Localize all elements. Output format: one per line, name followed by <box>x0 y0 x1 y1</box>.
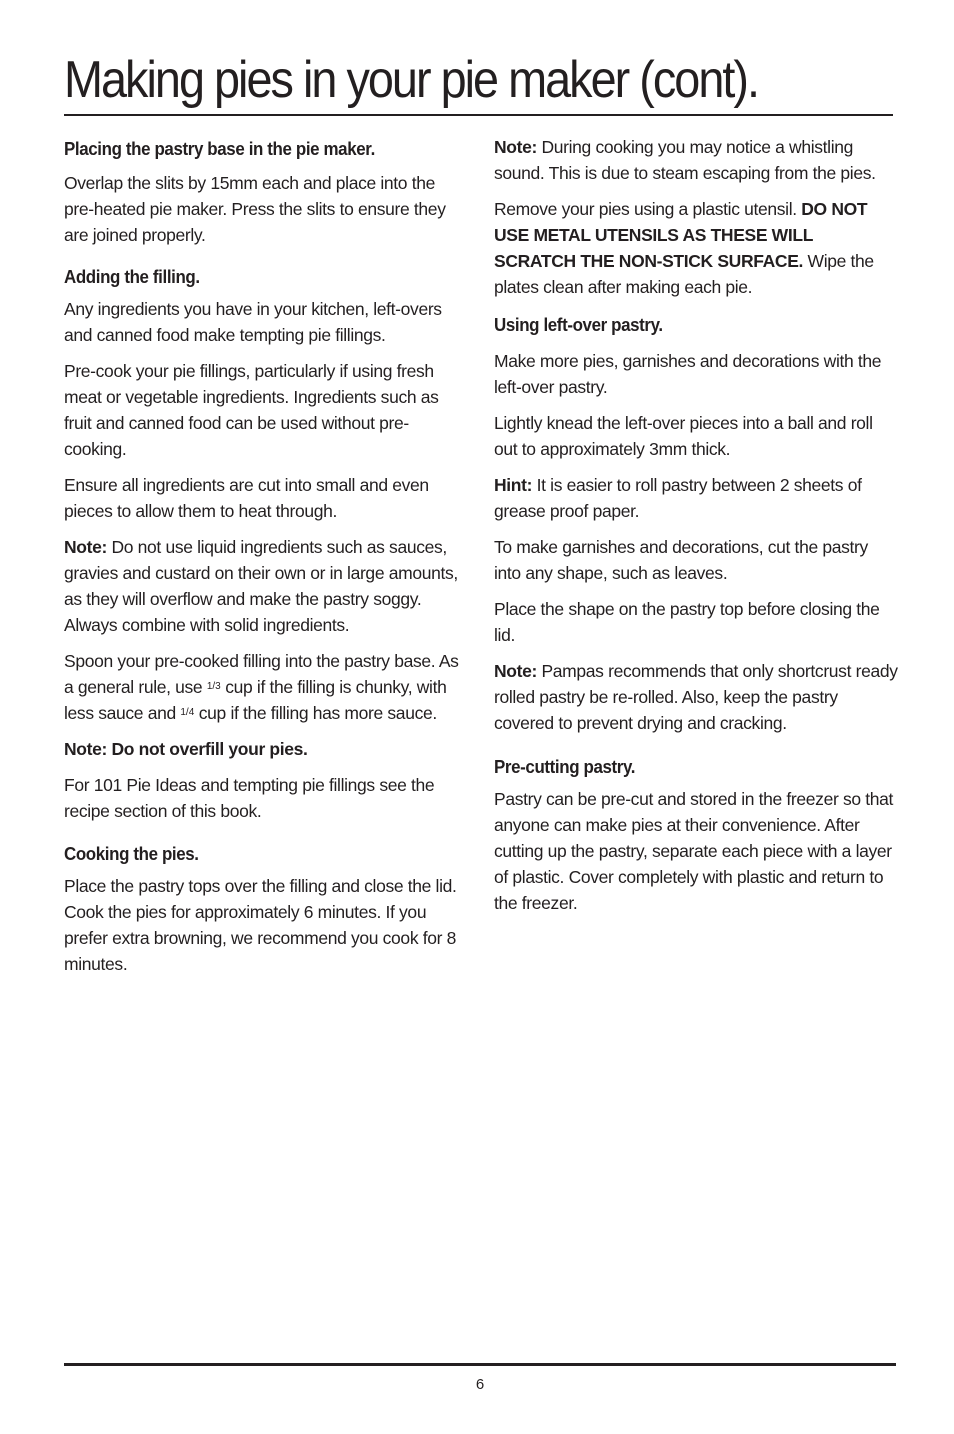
hint-label: Hint: <box>494 475 533 495</box>
adding-paragraph-2: Pre-cook your pie fillings, particularly if using fresh meat or vegetable ingredients. Ingredients such as fruit and canned food can be used without pre-cooking. <box>64 361 439 459</box>
page-title: Making pies in your pie maker (cont). <box>64 51 759 109</box>
right-column <box>494 134 899 916</box>
section-heading-cooking: Cooking the pies. <box>64 844 199 864</box>
footer-divider <box>64 1363 896 1366</box>
cooking-paragraph: Place the pastry tops over the filling and close the lid. Cook the pies for approximately 6 minutes. If you prefer extra browning, we recommend you cook for 8 minutes. <box>64 876 457 974</box>
spoon-text-b: cup if the filling is chunky, with less sauce and <box>64 677 447 723</box>
note-label: Note: <box>64 537 107 557</box>
adding-paragraph-3: Ensure all ingredients are cut into small and even pieces to allow them to heat through. <box>64 475 429 521</box>
title-divider <box>64 114 893 116</box>
section-heading-placing: Placing the pastry base in the pie maker. <box>64 139 375 159</box>
remove-text-a: Remove your pies using a plastic utensil. <box>494 199 802 219</box>
overfill-note <box>64 736 462 762</box>
pie-ideas-paragraph: For 101 Pie Ideas and tempting pie fillings see the recipe section of this book. <box>64 775 435 821</box>
section-heading-precut: Pre-cutting pastry. <box>494 757 636 777</box>
section-heading-adding: Adding the filling. <box>64 267 200 287</box>
note-label: Note: <box>494 137 537 157</box>
pampas-note <box>494 658 899 736</box>
whistling-note <box>494 134 899 186</box>
fraction-one-quarter: 1/4 <box>180 707 195 718</box>
warning-text: DO NOT USE METAL UTENSILS AS THESE WILL SCRATCH THE NON-STICK SURFACE. <box>494 199 868 271</box>
leftover-paragraph-4: Place the shape on the pastry top before closing the lid. <box>494 599 880 645</box>
liquid-note <box>64 534 462 638</box>
leftover-paragraph-3: To make garnishes and decorations, cut the pastry into any shape, such as leaves. <box>494 537 868 583</box>
overfill-note-text: Note: Do not overfill your pies. <box>64 739 308 759</box>
note-text: Do not use liquid ingredients such as sauces, gravies and custard on their own or in large amounts, as they will overflow and make the pastry soggy. Always combine with solid ingredients. <box>64 537 458 635</box>
placing-paragraph: Overlap the slits by 15mm each and place into the pre-heated pie maker. Press the slits to ensure they are joined properly. <box>64 173 446 245</box>
remove-text-b: Wipe the plates clean after making each pie. <box>494 251 874 297</box>
adding-paragraph-1: Any ingredients you have in your kitchen, left-overs and canned food make tempting pie fillings. <box>64 299 442 345</box>
spoon-paragraph <box>64 648 462 726</box>
hint-paragraph <box>494 472 899 524</box>
note-text: Pampas recommends that only shortcrust ready rolled pastry be re-rolled. Also, keep the pastry covered to prevent drying and cracking. <box>494 661 898 733</box>
note-label: Note: <box>494 661 537 681</box>
precut-paragraph: Pastry can be pre-cut and stored in the freezer so that anyone can make pies at their convenience. After cutting up the pastry, separate each piece with a layer of plastic. Cover completely with plastic and return to the freezer. <box>494 789 894 913</box>
left-column <box>64 134 462 977</box>
hint-text: It is easier to roll pastry between 2 sheets of grease proof paper. <box>494 475 862 521</box>
leftover-paragraph-2: Lightly knead the left-over pieces into a ball and roll out to approximately 3mm thick. <box>494 413 873 459</box>
note-text: During cooking you may notice a whistling sound. This is due to steam escaping from the pies. <box>494 137 876 183</box>
page-number: 6 <box>475 1376 485 1393</box>
section-heading-leftover: Using left-over pastry. <box>494 315 663 335</box>
spoon-text-c: cup if the filling has more sauce. <box>194 703 437 723</box>
remove-pies-paragraph <box>494 196 899 300</box>
leftover-paragraph-1: Make more pies, garnishes and decorations with the left-over pastry. <box>494 351 882 397</box>
fraction-one-third: 1/3 <box>206 681 221 692</box>
spoon-text-a: Spoon your pre-cooked filling into the pastry base. As a general rule, use <box>64 651 459 697</box>
